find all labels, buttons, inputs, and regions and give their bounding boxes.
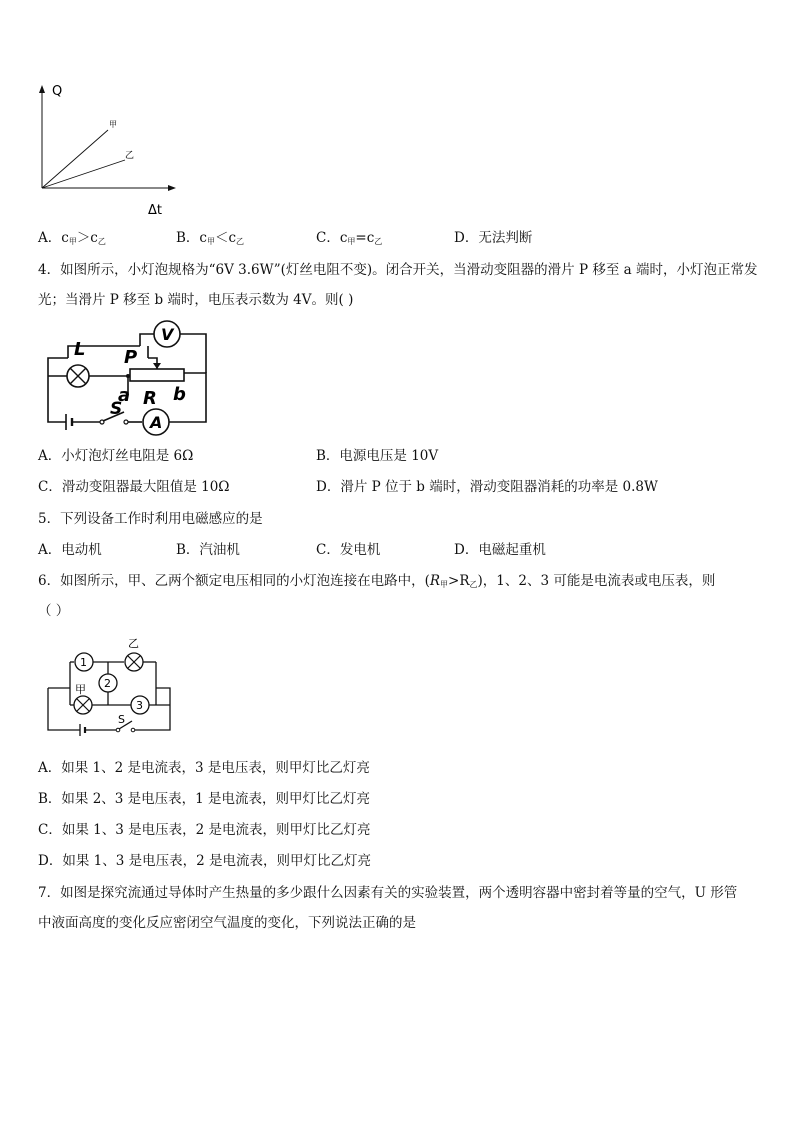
svg-text:S: S [110, 399, 123, 419]
q4-option-a: A．小灯泡灯丝电阻是 6Ω [38, 448, 194, 464]
svg-text:A: A [150, 413, 163, 432]
q6-option-a: A．如果 1、2 是电流表，3 是电压表，则甲灯比乙灯亮 [38, 760, 370, 776]
q6-option-d: D．如果 1、3 是电压表，2 是电流表，则甲灯比乙灯亮 [38, 853, 371, 869]
q6-option-c: C．如果 1、3 是电压表，2 是电流表，则甲灯比乙灯亮 [38, 822, 371, 838]
svg-text:R: R [143, 388, 157, 409]
line-jia [42, 130, 108, 188]
line-yi [42, 160, 125, 188]
line-yi-label: 乙 [125, 151, 135, 161]
q5-option-b: B．汽油机 [176, 542, 240, 558]
svg-text:V: V [161, 325, 174, 344]
q-vs-dt-graph [30, 80, 190, 220]
svg-text:L: L [74, 339, 86, 360]
q3-option-a: A．$c_甲>c_乙$ [38, 230, 106, 246]
q6-stem-line2: （ ） [38, 603, 70, 619]
q4-option-b: B．电源电压是 10V [316, 448, 439, 464]
q3-option-c: C．$c_甲=c_乙$ [316, 230, 383, 246]
q7-stem-line2: 中液面高度的变化反应密闭空气温度的变化，下列说法正确的是 [38, 915, 416, 931]
svg-text:S: S [118, 713, 125, 726]
svg-text:1: 1 [80, 656, 87, 669]
q4-option-c: C．滑动变阻器最大阻值是 10Ω [38, 479, 230, 495]
q4-option-d: D．滑片 P 位于 b 端时，滑动变阻器消耗的功率是 0.8W [316, 479, 658, 495]
q3-option-b: B．$c_甲<c_乙$ [176, 230, 245, 246]
svg-text:b: b [173, 384, 186, 405]
svg-text:a: a [118, 385, 131, 406]
q6-stem-line1: 6．如图所示，甲、乙两个额定电压相同的小灯泡连接在电路中，$(R_甲>R_乙)$，1、2、3 可能是电流表或电压表，则 [38, 573, 716, 589]
svg-text:P: P [124, 347, 138, 368]
q5-stem: 5．下列设备工作时利用电磁感应的是 [38, 511, 263, 527]
q4-circuit-diagram [40, 318, 212, 436]
q6-option-b: B．如果 2、3 是电压表，1 是电流表，则甲灯比乙灯亮 [38, 791, 371, 807]
q4-stem-line2: 光；当滑片 P 移至 b 端时，电压表示数为 4V。则( ) [38, 292, 354, 308]
line-jia-label: 甲 [109, 120, 117, 129]
y-axis-label: Q [52, 84, 63, 99]
svg-text:乙: 乙 [128, 637, 139, 650]
q6-circuit-diagram [40, 630, 180, 750]
svg-text:3: 3 [136, 699, 143, 712]
q5-option-c: C．发电机 [316, 542, 381, 558]
q5-option-d: D．电磁起重机 [454, 542, 546, 558]
q4-stem-line1: 4．如图所示，小灯泡规格为“6V 3.6W”(灯丝电阻不变)。闭合开关，当滑动变阻器的滑片 P 移至 a 端时，小灯泡正常发 [38, 262, 758, 278]
x-axis-label: Δt [148, 203, 162, 218]
svg-text:2: 2 [104, 677, 111, 690]
svg-text:甲: 甲 [75, 683, 86, 696]
q5-option-a: A．电动机 [38, 542, 102, 558]
rheostat-icon [130, 369, 184, 381]
q7-stem-line1: 7．如图是探究流通过导体时产生热量的多少跟什么因素有关的实验装置，两个透明容器中密封着等量的空气，U 形管 [38, 885, 738, 901]
q3-option-d: D．无法判断 [454, 230, 533, 246]
